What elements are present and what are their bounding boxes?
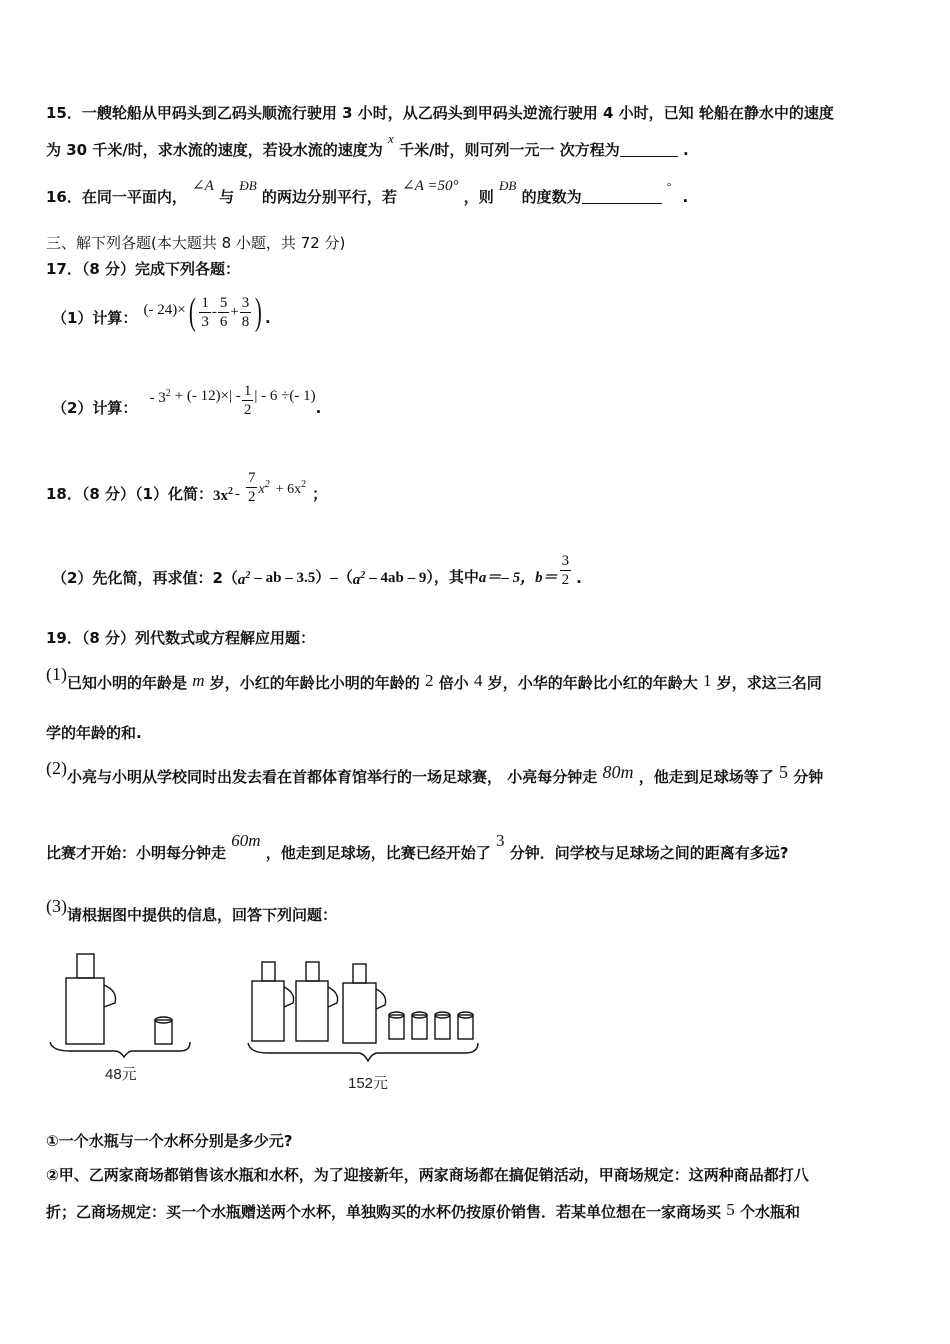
q16-text-e: 的度数为 [521, 188, 582, 206]
q19-p1-one: 1 [702, 671, 712, 690]
q18-p1-a [213, 482, 233, 506]
q18-p2-label: （2）先化简，再求值：2（ [52, 569, 238, 587]
cup-icon [155, 1017, 172, 1044]
q15-answer-blank [620, 142, 678, 157]
q16-angle-b-2: ÐB [498, 178, 517, 193]
q17-p2-end: . [315, 399, 322, 417]
q15-line2 [46, 131, 689, 161]
q19-sub2-line1 [46, 1165, 809, 1185]
q19-p2-three: 3 [496, 831, 505, 850]
q17-p1-frac2-num: 5 [219, 294, 228, 311]
q18-p1-d [276, 475, 306, 500]
q15-text-2b: 千米/时，则可列一元一 次方程为 [399, 141, 620, 159]
q19-p1-a: 已知小明的年龄是 [67, 674, 188, 692]
q18-p2-frac-num: 3 [561, 552, 570, 569]
q17-p1-frac1-den: 3 [201, 313, 209, 330]
q17-p2-c: | - 6 ÷(- 1) [254, 388, 316, 404]
q19-part2-line1 [46, 758, 824, 787]
q19-title [46, 628, 315, 648]
q19-p3-a: 请根据图中提供的信息，回答下列问题： [67, 906, 338, 924]
q16-text-a: 16．在同一平面内， [46, 188, 187, 206]
q19-p1-two: 2 [425, 671, 434, 690]
q18-p1-frac-den: 2 [247, 488, 256, 505]
q19-sub2-text-2b: 个水瓶和 [739, 1203, 800, 1221]
price-label-left: 48元 [105, 1066, 137, 1083]
q19-p2-l2-c: 分钟．问学校与足球场之间的距离有多远? [509, 844, 789, 862]
q18-p2-b: – ab – 3.5）–（ [254, 570, 353, 586]
q19-sub1-text: ①一个水瓶与一个水杯分别是多少元? [46, 1132, 293, 1150]
q16-condition: ∠A =50° [402, 178, 459, 194]
q18-p1-d-exp: 2 [301, 478, 307, 490]
cup-icon [389, 1012, 404, 1039]
q17-p1-op1: - [211, 304, 217, 320]
q17-p2-label: （2）计算： [52, 399, 138, 417]
cup-icon [435, 1012, 450, 1039]
section3-title [46, 233, 345, 253]
q19-p1-m: m [192, 671, 205, 690]
q16-angle-a: ∠A [192, 178, 214, 194]
q19-p2-speed2: 60m [231, 831, 261, 850]
q17-p2-a [149, 384, 170, 408]
q19-p2-l2-b: ，他走到足球场，比赛已经开始了 [265, 844, 491, 862]
q16-line [46, 178, 689, 209]
q16-answer-blank [582, 189, 662, 204]
q17-p1-frac1-num: 1 [201, 294, 209, 311]
q18-p2-a [238, 566, 251, 590]
q17-p1-frac2-den: 6 [219, 313, 228, 330]
bottle-cup-figure [40, 945, 500, 1100]
q17-p1-frac3 [240, 295, 252, 330]
q19-sub2-text-2a: 折；乙商场规定：买一个水瓶赠送两个水杯，单独购买的水杯仍按原价销售．若某单位想在一家商场买 [46, 1203, 722, 1221]
q18-p2-c-base: a [352, 572, 361, 588]
q17-p1-frac3-num: 3 [241, 294, 250, 311]
q19-part1-line1 [46, 664, 822, 693]
q16-degree-sign: ° [666, 181, 672, 193]
q18-part2 [52, 548, 582, 592]
q18-p2-end: . [576, 569, 582, 587]
q18-p1-frac [246, 470, 258, 505]
q17-p1-label: （1）计算： [52, 309, 138, 327]
q17-p1-end: . [264, 309, 271, 327]
q18-p2-c [353, 566, 366, 590]
q17-p1-lead: (- 24)× [143, 302, 186, 318]
q17-title [46, 259, 240, 279]
q18-p1-d-base: + 6x [275, 481, 302, 497]
q18-p2-c-exp: 2 [360, 570, 366, 581]
q19-p2-number: (2) [46, 758, 67, 778]
bottle-icon [296, 962, 338, 1041]
bottle-icon [252, 962, 294, 1041]
q19-p1-b: 岁，小红的年龄比小明的年龄的 [209, 674, 420, 692]
q18-p2-frac-den: 2 [561, 571, 570, 588]
q18-p1-a-base: 3x [212, 488, 228, 504]
q16-text-b: 与 [219, 188, 235, 206]
q19-p2-c: 分钟 [793, 768, 824, 786]
q19-sub2-five: 5 [726, 1200, 735, 1219]
q15-text-1: 15．一艘轮船从甲码头到乙码头顺流行驶用 3 小时，从乙码头到甲码头逆流行驶用 4 小时，已知 轮船在静水中的速度 [46, 104, 834, 122]
q16-end: . [682, 188, 689, 206]
q18-part1 [46, 462, 327, 512]
q17-p1-left-paren: ( [188, 291, 196, 333]
q19-part1-line2 [46, 723, 142, 743]
right-brace [248, 1043, 478, 1061]
q17-part2 [52, 378, 321, 422]
q18-p1-a-exp: 2 [227, 486, 233, 497]
q19-part3 [46, 896, 338, 925]
q18-p1-c-exp: 2 [264, 478, 270, 490]
q19-p2-five: 5 [778, 762, 788, 782]
q19-sub2-text-1: ②甲、乙两家商场都销售该水瓶和水杯，为了迎接新年，两家商场都在搞促销活动，甲商场规定：这两种商品都打八 [46, 1166, 809, 1184]
q19-part2-line2 [46, 831, 789, 863]
q19-p1-d: 岁，小华的年龄比小红的年龄大 [487, 674, 698, 692]
q17-p1-frac1 [199, 295, 211, 330]
q17-p1-frac2 [218, 295, 230, 330]
q17-p1-right-paren: ) [255, 291, 263, 333]
q17-p1-op2: + [230, 304, 239, 320]
q17-p2-a-exp: 2 [165, 388, 171, 399]
q15-variable: x [388, 131, 394, 146]
q18-p2-e: a＝– 5，b＝ [478, 570, 558, 586]
section3-title-text: 三、解下列各题(本大题共 8 小题，共 72 分) [46, 234, 346, 252]
q19-p1-c: 倍小 [438, 674, 469, 692]
q15-end: . [683, 141, 689, 159]
q17-p2-a-base: - 3 [149, 390, 166, 406]
q15-text-2a: 为 30 千米/时，求水流的速度，若设水流的速度为 [46, 141, 383, 159]
q18-p2-a-exp: 2 [245, 570, 251, 581]
q17-p1-frac3-den: 8 [241, 313, 250, 330]
q17-p2-frac-num: 1 [243, 382, 252, 399]
q18-p1-c-base: x [258, 481, 265, 497]
q16-text-c: 的两边分别平行，若 [261, 188, 397, 206]
q16-text-d: ，则 [463, 188, 494, 206]
q19-p2-speed1: 80m [602, 762, 634, 782]
q19-p1-line2: 学的年龄的和. [46, 724, 142, 742]
cup-icon [458, 1012, 473, 1039]
cup-icon [412, 1012, 427, 1039]
q18-p1-end: ； [312, 485, 328, 503]
q19-sub2-line2 [46, 1202, 800, 1222]
bottle-icon [66, 954, 116, 1044]
q17-part1 [52, 291, 271, 340]
q19-p3-number: (3) [46, 896, 67, 916]
q17-p2-b: + (- 12)×| - [174, 388, 241, 404]
q18-p2-frac [560, 553, 572, 588]
bottle-icon [343, 964, 386, 1043]
q19-p1-e: 岁，求这三名同 [716, 674, 822, 692]
q18-p1-c [258, 475, 269, 500]
q18-p1-frac-num: 7 [247, 469, 256, 486]
price-label-right: 152元 [348, 1075, 389, 1092]
q18-p1-label: 18．（8 分）（1）化简： [46, 485, 213, 503]
q17-p2-frac [242, 383, 254, 418]
q19-title-text: 19．（8 分）列代数式或方程解应用题： [46, 629, 316, 647]
q18-p2-a-base: a [237, 572, 246, 588]
q18-p1-minus: - [234, 486, 240, 502]
q16-angle-b: ÐB [239, 178, 257, 193]
q19-p1-four: 4 [474, 671, 483, 690]
q19-p2-b: ，他走到足球场等了 [638, 768, 774, 786]
q18-p2-d: – 4ab – 9），其中 [369, 570, 479, 586]
q19-p2-l2-a: 比赛才开始：小明每分钟走 [46, 844, 227, 862]
q19-p1-number: (1) [46, 664, 67, 684]
q19-sub1 [46, 1131, 292, 1151]
q19-p2-a: 小亮与小明从学校同时出发去看在首都体育馆举行的一场足球赛， 小亮每分钟走 [67, 768, 598, 786]
q17-title-text: 17．（8 分）完成下列各题： [46, 260, 241, 278]
q15-line1 [46, 103, 834, 123]
q17-p2-frac-den: 2 [243, 401, 252, 418]
